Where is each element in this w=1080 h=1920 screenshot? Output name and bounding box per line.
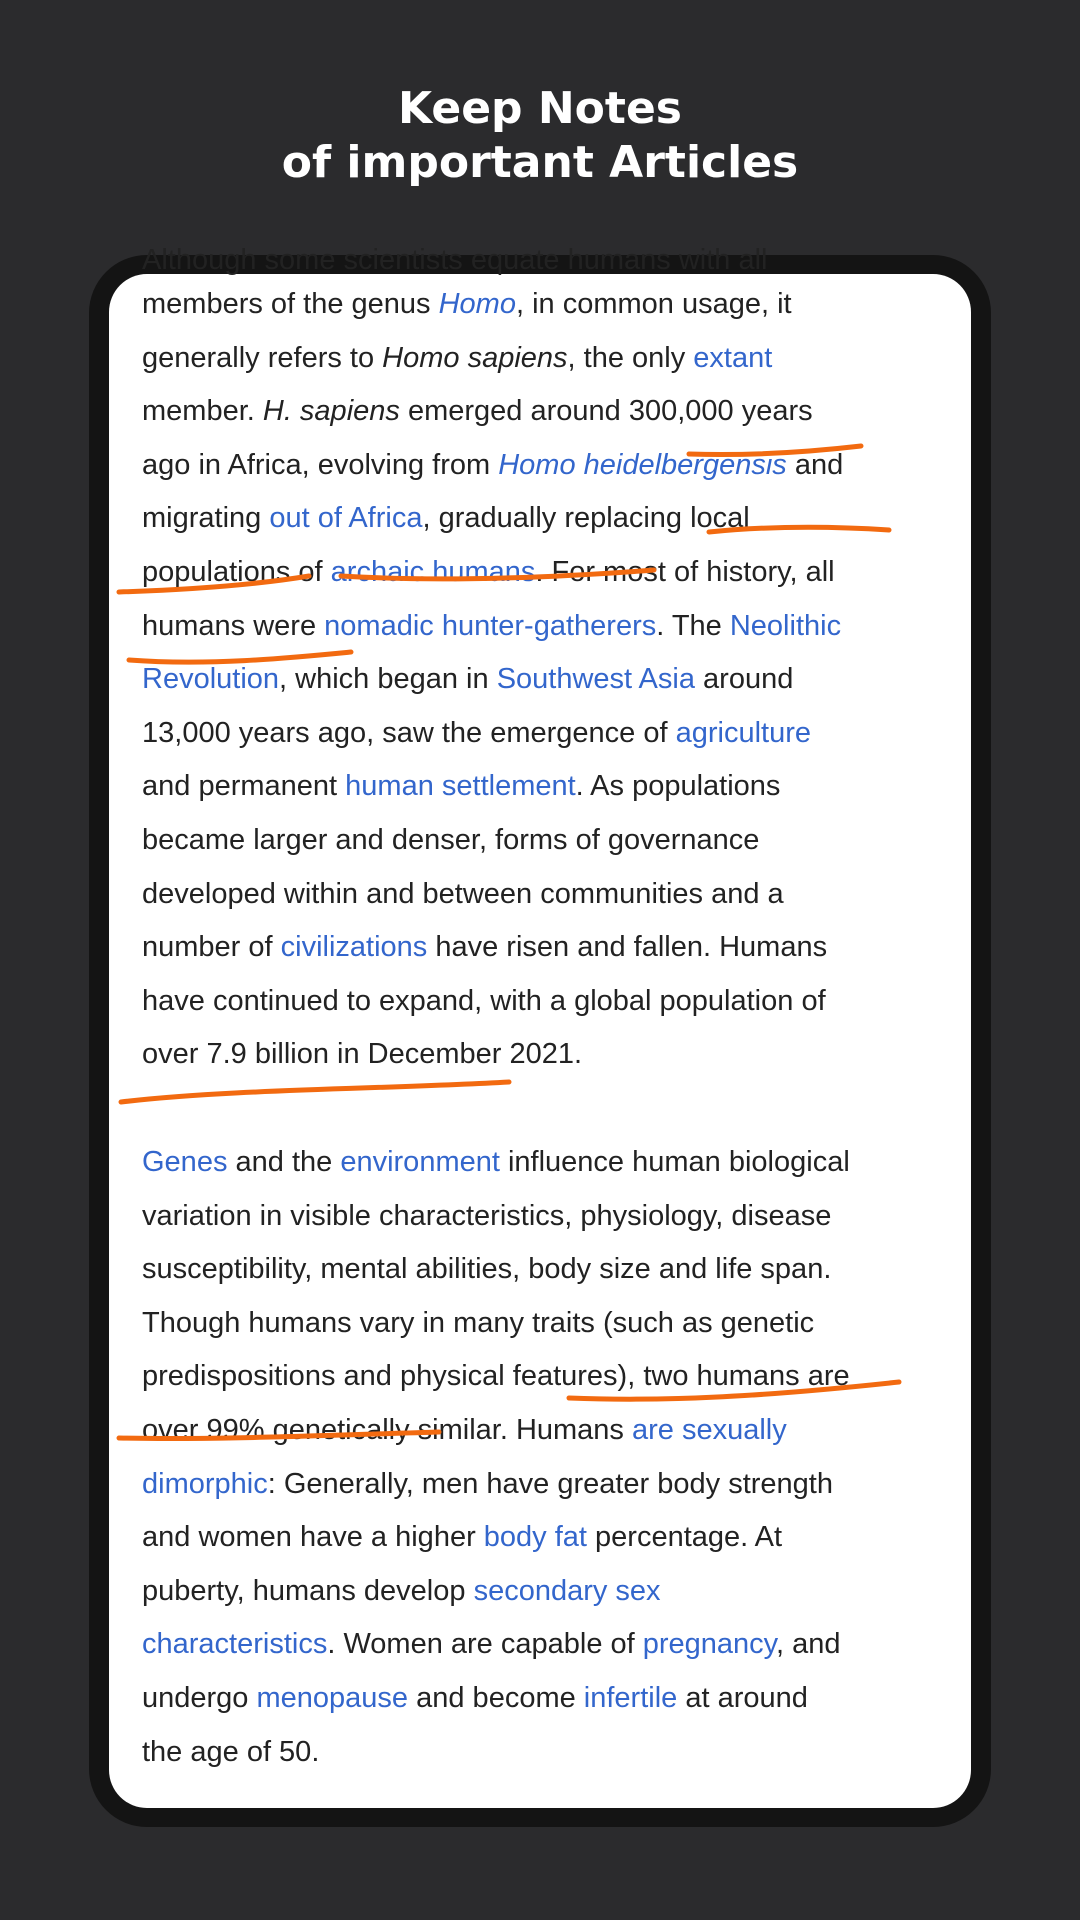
article-line <box>142 707 962 761</box>
article-line <box>142 332 962 386</box>
article-link[interactable]: dimorphic <box>142 1467 268 1500</box>
text-run: ago in Africa, evolving from <box>142 448 499 481</box>
article-line <box>142 1726 962 1780</box>
article-link[interactable]: Neolithic <box>729 609 842 642</box>
headline-line-1: Keep Notes <box>398 83 682 134</box>
text-run: and become <box>408 1681 584 1714</box>
text-run: and <box>786 448 844 481</box>
article-line <box>142 600 962 654</box>
article-line <box>142 975 962 1029</box>
article-link[interactable]: body fat <box>483 1521 587 1554</box>
article-line <box>142 1404 962 1458</box>
article-line <box>142 921 962 975</box>
text-run: undergo <box>142 1681 257 1714</box>
text-run: generally refers to <box>142 341 383 374</box>
article-line <box>142 1243 962 1297</box>
text-run: around <box>694 663 794 696</box>
text-run: influence human biological <box>499 1146 850 1178</box>
text-run: 13,000 years ago, saw the emergence of <box>142 716 676 749</box>
text-run: member. <box>142 395 263 428</box>
text-run: developed within and between communities and a <box>142 877 784 910</box>
article-link[interactable]: Genes <box>142 1146 228 1178</box>
text-run: . For most of history, all <box>535 555 835 588</box>
text-run: became larger and denser, forms of governance <box>142 823 760 856</box>
article-link[interactable]: Homo heidelbergensis <box>498 448 787 481</box>
text-run: susceptibility, mental abilities, body size and life span. <box>142 1253 832 1286</box>
article-link[interactable]: pregnancy <box>642 1628 777 1661</box>
text-run: over 99% genetically similar. Humans <box>142 1413 632 1446</box>
text-run: the age of 50. <box>142 1735 320 1768</box>
text-run: number of <box>142 931 281 964</box>
article-link[interactable]: are sexually <box>631 1413 787 1446</box>
article-line <box>142 278 962 332</box>
text-run: populations of <box>142 555 331 588</box>
text-run: , the only <box>567 341 694 374</box>
text-run: emerged around 300,000 years <box>399 395 813 428</box>
article-line <box>142 385 962 439</box>
article-line <box>142 814 962 868</box>
article-link[interactable]: human settlement <box>345 770 576 803</box>
text-run: , which began in <box>279 663 497 696</box>
article-cut-line: Although some scientists equate humans with all <box>142 244 768 276</box>
text-run: . Women are capable of <box>327 1628 643 1661</box>
article-link[interactable]: characteristics <box>142 1628 328 1661</box>
article-line <box>142 760 962 814</box>
text-run: members of the genus <box>142 288 439 320</box>
article-line <box>142 868 962 922</box>
article-line <box>142 1458 962 1512</box>
emphasis-text: H. sapiens <box>262 395 400 428</box>
article-line <box>142 1511 962 1565</box>
article-link[interactable]: extant <box>693 341 773 374</box>
article-line <box>142 1136 962 1190</box>
text-run: have risen and fallen. Humans <box>427 931 828 964</box>
text-run: , and <box>776 1628 841 1661</box>
article-link[interactable]: Revolution <box>142 663 280 696</box>
article-link[interactable]: Homo <box>438 288 516 320</box>
text-run: have continued to expand, with a global population of <box>142 984 826 1017</box>
text-run: and the <box>227 1146 341 1178</box>
text-run: predispositions and physical features), two humans are <box>142 1360 850 1393</box>
article-line <box>142 1028 962 1082</box>
text-run: : Generally, men have greater body strength <box>267 1467 833 1500</box>
article-paragraph-2 <box>142 1136 962 1779</box>
text-run: at around <box>677 1681 808 1714</box>
article-link[interactable]: out of Africa <box>269 502 423 535</box>
text-run: percentage. At <box>586 1521 783 1554</box>
article-view[interactable] <box>109 244 971 1808</box>
article-line <box>142 1565 962 1619</box>
text-run: over 7.9 billion in December 2021. <box>142 1038 583 1071</box>
text-run: variation in visible characteristics, physiology, disease <box>142 1199 832 1232</box>
article-link[interactable]: Southwest Asia <box>496 663 695 696</box>
article-line <box>142 1190 962 1244</box>
article-line <box>142 1618 962 1672</box>
article-line <box>142 653 962 707</box>
article-link[interactable]: archaic humans <box>330 555 536 588</box>
article-line <box>142 1297 962 1351</box>
text-run: humans were <box>142 609 325 642</box>
article-link[interactable]: environment <box>340 1146 500 1178</box>
headline-line-2: of important Articles <box>281 137 799 188</box>
text-run: . The <box>656 609 730 642</box>
text-run: puberty, humans develop <box>142 1574 474 1607</box>
article-line <box>142 439 962 493</box>
article-line <box>142 492 962 546</box>
emphasis-text: Homo sapiens <box>382 341 568 374</box>
text-run: and women have a higher <box>142 1521 484 1554</box>
article-line <box>142 546 962 600</box>
article-link[interactable]: secondary sex <box>473 1574 661 1607</box>
underline-7-9-billion <box>121 1082 509 1102</box>
text-run: migrating <box>142 502 270 535</box>
article-line <box>142 1350 962 1404</box>
article-link[interactable]: nomadic hunter-gatherers <box>324 609 657 642</box>
text-run: and permanent <box>142 770 346 803</box>
article-link[interactable]: civilizations <box>280 931 428 964</box>
text-run: . As populations <box>575 770 781 803</box>
article-link[interactable]: menopause <box>256 1681 409 1714</box>
article-paragraph-1 <box>142 278 962 1082</box>
text-run: , in common usage, it <box>515 288 792 320</box>
article-link[interactable]: agriculture <box>675 716 812 749</box>
promo-headline <box>0 82 1080 190</box>
text-run: , gradually replacing local <box>422 502 750 535</box>
text-run: Though humans vary in many traits (such as genetic <box>142 1306 815 1339</box>
article-link[interactable]: infertile <box>583 1681 678 1714</box>
article-line <box>142 1672 962 1726</box>
